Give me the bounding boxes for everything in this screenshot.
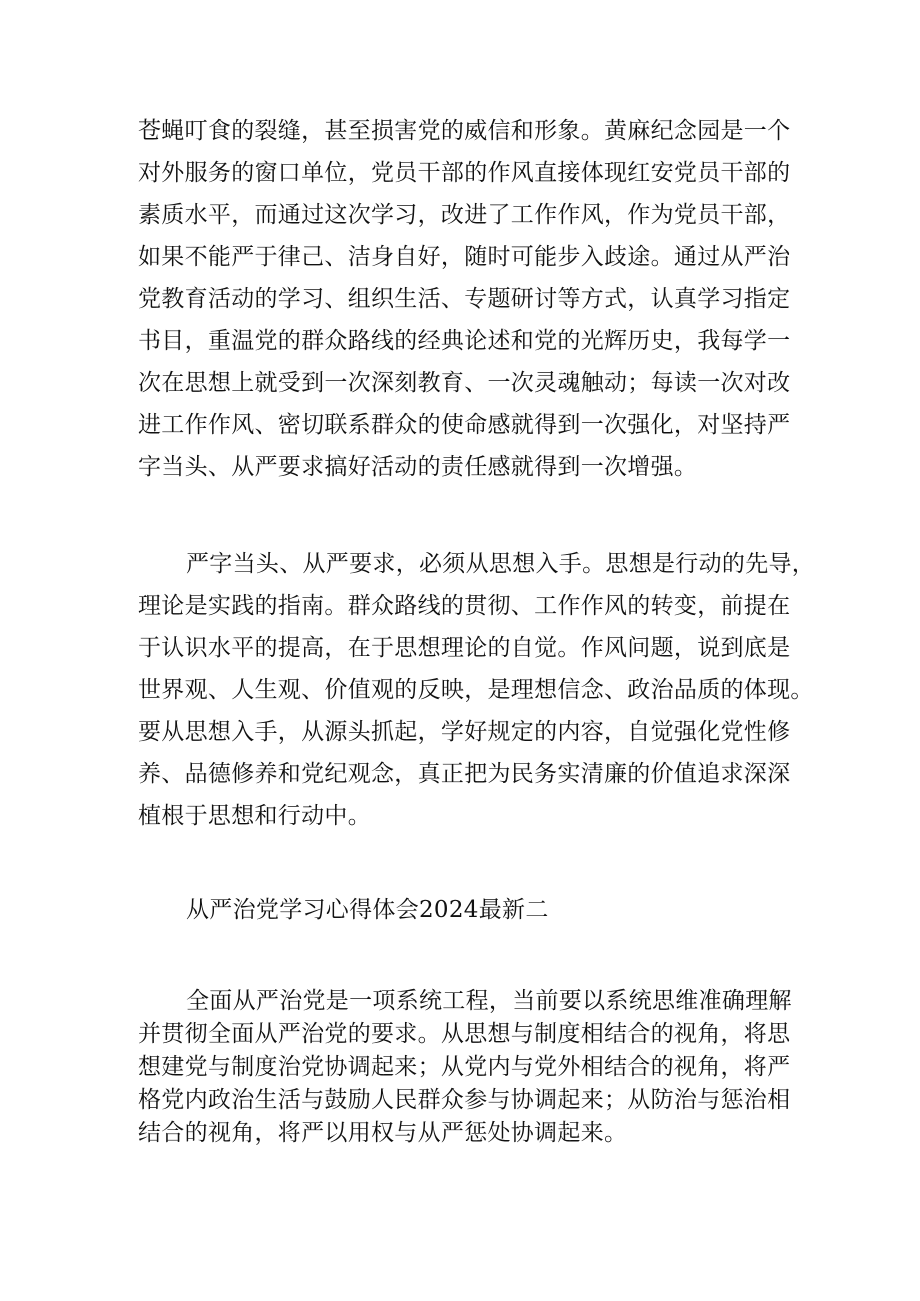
paragraph-3-line: 格党内政治生活与鼓励人民群众参与协调起来；从防治与惩治相 bbox=[138, 1087, 791, 1113]
paragraph-3 bbox=[138, 985, 792, 1150]
paragraph-1-line: 书目，重温党的群众路线的经典论述和党的光辉历史，我每学一 bbox=[138, 328, 791, 354]
paragraph-1-line: 党教育活动的学习、组织生活、专题研讨等方式，认真学习指定 bbox=[138, 286, 791, 312]
paragraph-3-line: 全面从严治党是一项系统工程，当前要以系统思维准确理解 bbox=[186, 988, 792, 1014]
paragraph-1-line: 进工作作风、密切联系群众的使命感就得到一次强化，对坚持严 bbox=[138, 412, 791, 438]
paragraph-3-line: 结合的视角，将严以用权与从严惩处协调起来。 bbox=[138, 1120, 628, 1146]
paragraph-3-line: 并贯彻全面从严治党的要求。从思想与制度相结合的视角，将思 bbox=[138, 1021, 791, 1047]
paragraph-1-line: 对外服务的窗口单位，党员干部的作风直接体现红安党员干部的 bbox=[138, 160, 791, 186]
paragraph-2-line: 植根于思想和行动中。 bbox=[138, 803, 371, 829]
paragraph-1-line: 如果不能严于律己、洁身自好，随时可能步入歧途。通过从严治 bbox=[138, 244, 791, 270]
paragraph-3-line: 想建党与制度治党协调起来；从党内与党外相结合的视角，将严 bbox=[138, 1054, 791, 1080]
paragraph-2-line: 理论是实践的指南。群众路线的贯彻、工作作风的转变，前提在 bbox=[138, 593, 791, 619]
paragraph-1-line: 字当头、从严要求搞好活动的责任感就得到一次增强。 bbox=[138, 454, 698, 480]
paragraph-1 bbox=[138, 110, 791, 488]
paragraph-1-line: 次在思想上就受到一次深刻教育、一次灵魂触动；每读一次对改 bbox=[138, 370, 791, 396]
section-heading bbox=[138, 889, 788, 931]
section-heading-text: 从严治党学习心得体会2024最新二 bbox=[186, 897, 549, 923]
paragraph-2-line: 严字当头、从严要求，必须从思想入手。思想是行动的先导， bbox=[186, 551, 816, 577]
paragraph-2-line: 世界观、人生观、价值观的反映，是理想信念、政治品质的体现。 bbox=[138, 677, 814, 703]
paragraph-2-line: 要从思想入手，从源头抓起，学好规定的内容，自觉强化党性修 bbox=[138, 719, 791, 745]
paragraph-1-line: 苍蝇叮食的裂缝，甚至损害党的威信和形象。黄麻纪念园是一个 bbox=[138, 118, 791, 144]
paragraph-2-line: 养、品德修养和党纪观念，真正把为民务实清廉的价值追求深深 bbox=[138, 761, 791, 787]
paragraph-1-line: 素质水平，而通过这次学习，改进了工作作风，作为党员干部， bbox=[138, 202, 791, 228]
paragraph-2-line: 于认识水平的提高，在于思想理论的自觉。作风问题，说到底是 bbox=[138, 635, 791, 661]
paragraph-2 bbox=[138, 543, 816, 837]
